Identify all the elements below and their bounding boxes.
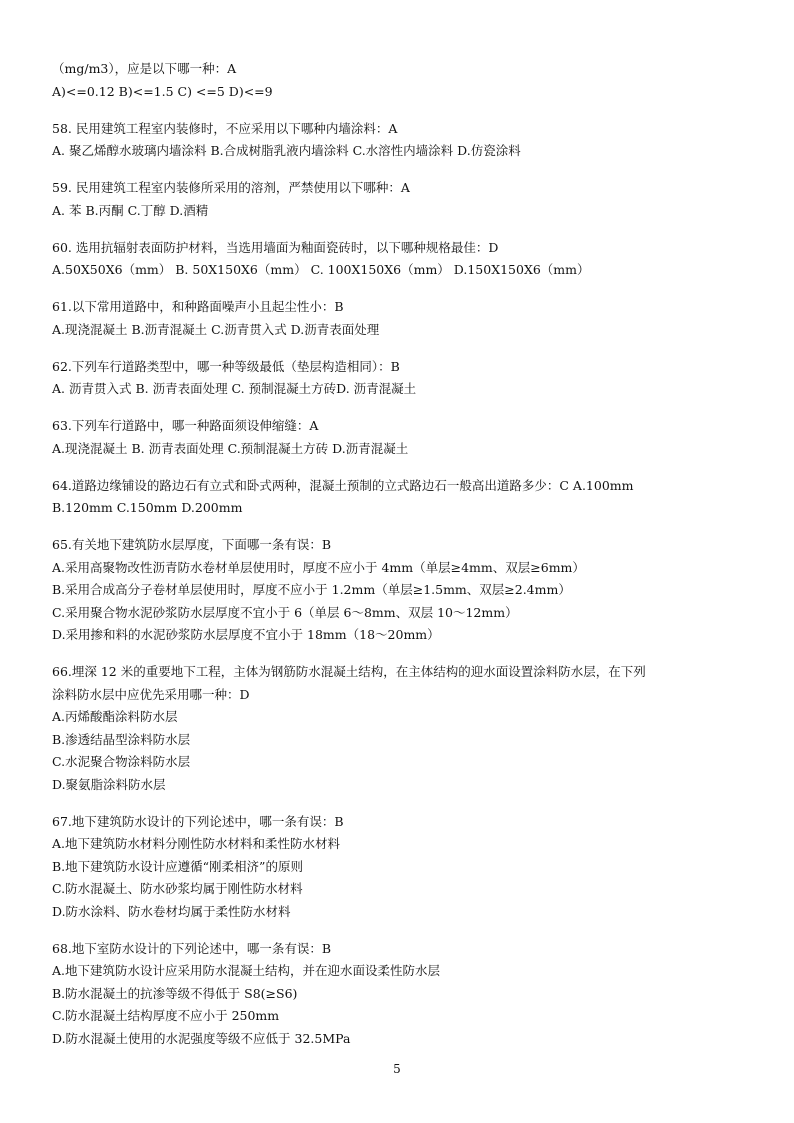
option-a: A.丙烯酸酯涂料防水层 xyxy=(52,709,178,724)
question-block-67 xyxy=(52,811,752,924)
question-text: 66.埋深 12 米的重要地下工程，主体为钢筋防水混凝土结构，在主体结构的迎水面设置涂料防水层，在下列 xyxy=(52,664,646,679)
question-text: （mg/m3），应是以下哪一种：A xyxy=(52,61,237,76)
question-text: 65.有关地下建筑防水层厚度，下面哪一条有误：B xyxy=(52,537,332,552)
question-block-63 xyxy=(52,415,752,460)
option-d: D.防水涂料、防水卷材均属于柔性防水材料 xyxy=(52,903,291,919)
option-b: B.防水混凝土的抗渗等级不得低于 S8(≥S6) xyxy=(52,985,298,1001)
question-options: A)<=0.12 B)<=1.5 C) <=5 D)<=9 xyxy=(52,83,273,99)
option-d: D.防水混凝土使用的水泥强度等级不应低于 32.5MPa xyxy=(52,1030,351,1046)
question-options: B.120mm C.150mm D.200mm xyxy=(52,500,243,515)
question-text: 67.地下建筑防水设计的下列论述中，哪一条有误：B xyxy=(52,813,344,829)
question-text: 62.下列车行道路类型中，哪一种等级最低（垫层构造相同）：B xyxy=(52,358,400,374)
question-block-59 xyxy=(52,177,752,222)
option-b: B.渗透结晶型涂料防水层 xyxy=(52,731,191,747)
question-block-66 xyxy=(52,661,752,796)
page-number: 5 xyxy=(393,1062,401,1076)
question-block-61 xyxy=(52,296,752,341)
option-a: A.地下建筑防水设计应采用防水混凝土结构，并在迎水面设柔性防水层 xyxy=(52,963,441,978)
question-text-continued: 涂料防水层中应优先采用哪一种：D xyxy=(52,686,250,702)
document-page xyxy=(52,58,752,1050)
question-text: 63.下列车行道路中，哪一种路面须设伸缩缝：A xyxy=(52,418,319,433)
question-options: A. 聚乙烯醇水玻璃内墙涂料 B.合成树脂乳液内墙涂料 C.水溶性内墙涂料 D.仿瓷涂料 xyxy=(52,143,521,158)
question-block-58 xyxy=(52,118,752,163)
option-b: B.地下建筑防水设计应遵循“刚柔相济”的原则 xyxy=(52,858,303,874)
question-block-57-tail xyxy=(52,58,752,103)
question-text: 68.地下室防水设计的下列论述中，哪一条有误：B xyxy=(52,940,332,956)
option-c: C.防水混凝土结构厚度不应小于 250mm xyxy=(52,1008,280,1023)
question-block-62 xyxy=(52,356,752,401)
option-d: D.聚氨脂涂料防水层 xyxy=(52,776,166,792)
question-block-65 xyxy=(52,534,752,647)
question-options: A.现浇混凝土 B. 沥青表面处理 C.预制混凝土方砖 D.沥青混凝土 xyxy=(52,440,409,456)
question-block-68 xyxy=(52,938,752,1051)
question-text: 59. 民用建筑工程室内装修所采用的溶剂，严禁使用以下哪种：A xyxy=(52,180,410,195)
question-block-60 xyxy=(52,237,752,282)
option-a: A.地下建筑防水材料分刚性防水材料和柔性防水材料 xyxy=(52,836,341,851)
question-options: A. 沥青贯入式 B. 沥青表面处理 C. 预制混凝土方砖D. 沥青混凝土 xyxy=(52,381,417,396)
question-options: A. 苯 B.丙酮 C.丁醇 D.酒精 xyxy=(52,202,209,218)
option-c: C.水泥聚合物涂料防水层 xyxy=(52,754,191,769)
option-c: C.防水混凝土、防水砂浆均属于刚性防水材料 xyxy=(52,881,303,896)
question-block-64 xyxy=(52,475,752,520)
option-c: C.采用聚合物水泥砂浆防水层厚度不宜小于 6（单层 6～8mm、双层 10～12mm） xyxy=(52,604,518,620)
question-text: 64.道路边缘铺设的路边石有立式和卧式两种，混凝土预制的立式路边石一般高出道路多少：C A.100mm xyxy=(52,477,634,493)
question-text: 58. 民用建筑工程室内装修时，不应采用以下哪种内墙涂料：A xyxy=(52,120,398,136)
option-b: B.采用合成高分子卷材单层使用时，厚度不应小于 1.2mm（单层≥1.5mm、双层≥2.4mm） xyxy=(52,582,571,597)
option-d: D.采用掺和料的水泥砂浆防水层厚度不宜小于 18mm（18～20mm） xyxy=(52,627,440,642)
question-text: 61.以下常用道路中，和种路面噪声小且起尘性小：B xyxy=(52,299,344,314)
question-options: A.50X50X6（mm） B. 50X150X6（mm） C. 100X150X6（mm） D.150X150X6（mm） xyxy=(52,262,590,277)
question-text: 60. 选用抗辐射表面防护材料，当选用墙面为釉面瓷砖时，以下哪种规格最佳：D xyxy=(52,239,499,255)
option-a: A.采用高聚物改性沥青防水卷材单层使用时，厚度不应小于 4mm（单层≥4mm、双层≥6mm） xyxy=(52,559,585,575)
question-options: A.现浇混凝土 B.沥青混凝土 C.沥青贯入式 D.沥青表面处理 xyxy=(52,321,380,337)
